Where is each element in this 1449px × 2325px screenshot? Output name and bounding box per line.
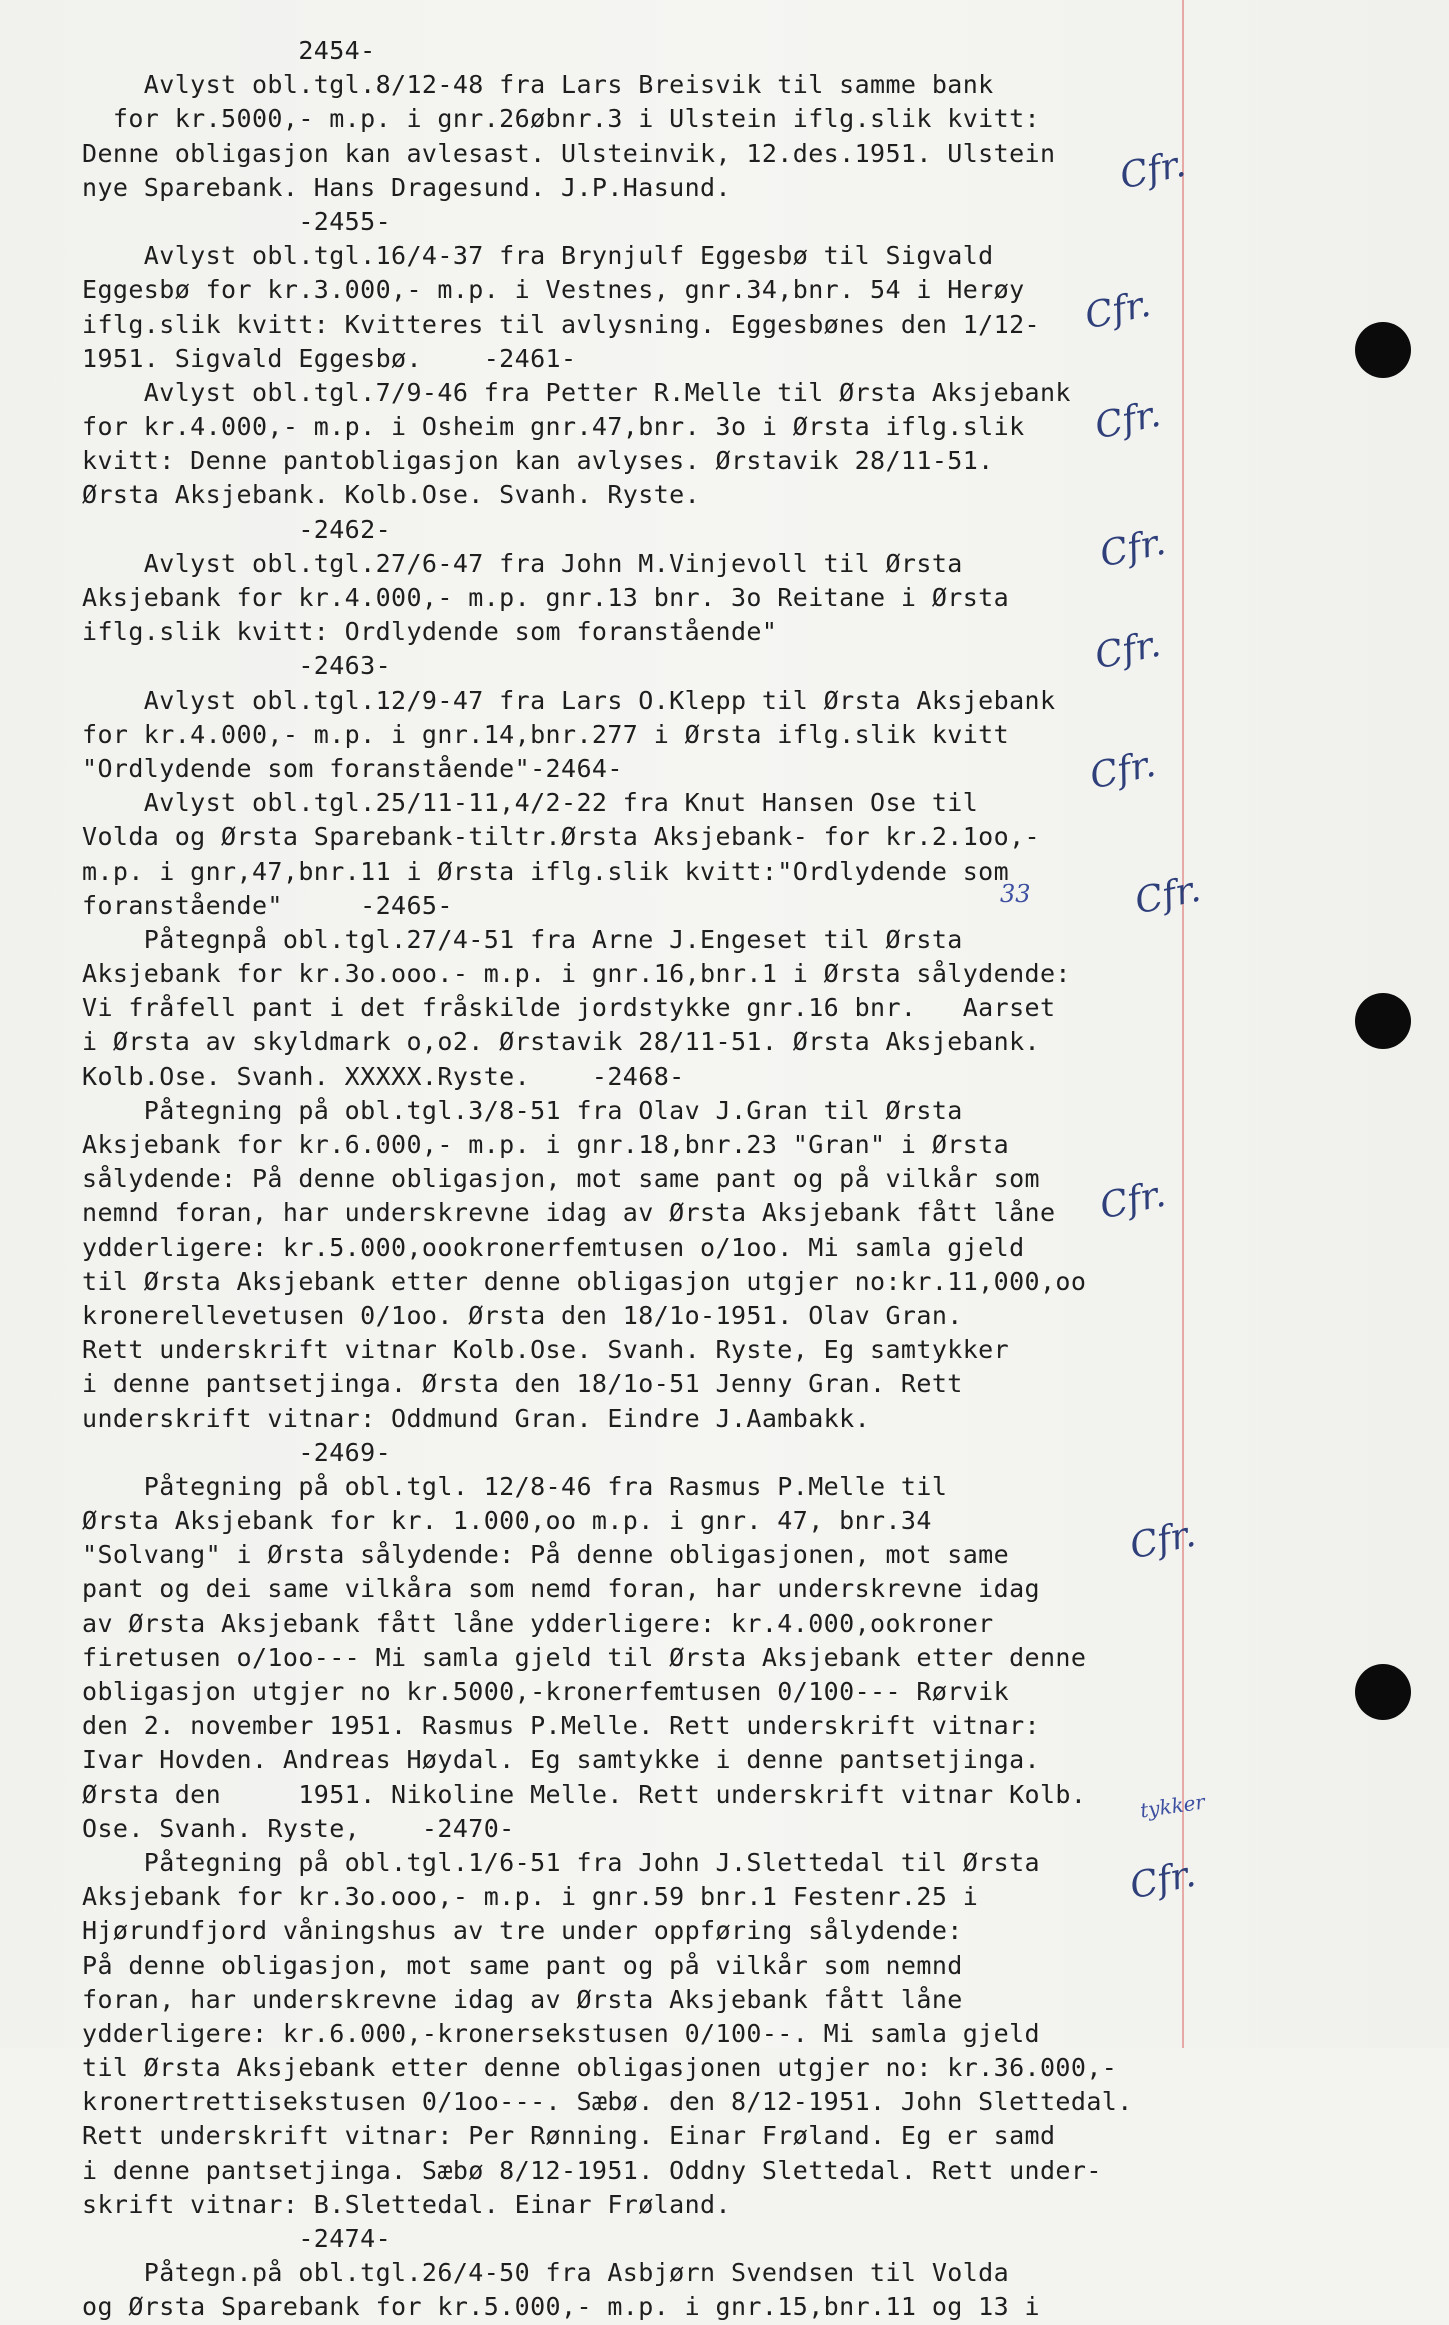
margin-initials: Cfr. [1091,623,1165,678]
typed-text-block [82,34,1192,2325]
text-line: for kr.4.000,- m.p. i Osheim gnr.47,bnr. 3o i Ørsta iflg.slik [82,412,1025,442]
text-line: foranstående" -2465- [82,890,453,920]
text-line: Avlyst obl.tgl.12/9-47 fra Lars O.Klepp til Ørsta Aksjebank [82,685,1056,715]
text-line: Aksjebank for kr.6.000,- m.p. i gnr.18,bnr.23 "Gran" i Ørsta [82,1130,1010,1159]
text-line: Eggesbø for kr.3.000,- m.p. i Vestnes, gnr.34,bnr. 54 i Herøy [82,275,1025,305]
text-line: for kr.4.000,- m.p. i gnr.14,bnr.277 i Ørsta iflg.slik kvitt [82,719,1010,749]
text-line: sålydende: På denne obligasjon, mot same pant og på vilkår som [82,1164,1040,1194]
text-line: Påtegning på obl.tgl.1/6-51 fra John J.Slettedal til Ørsta [82,1847,1040,1877]
text-line: Rett underskrift vitnar Kolb.Ose. Svanh. Ryste, Eg samtykker [82,1335,1010,1365]
text-line: nye Sparebank. Hans Dragesund. J.P.Hasund. [82,172,731,202]
text-line: Rett underskrift vitnar: Per Rønning. Einar Frøland. Eg er samd [82,2121,1056,2151]
text-line: Denne obligasjon kan avlesast. Ulsteinvik, 12.des.1951. Ulstein [82,138,1056,168]
text-line: -2474- [82,2224,392,2253]
text-line: i denne pantsetjinga. Sæbø 8/12-1951. Oddny Slettedal. Rett under- [82,2155,1102,2185]
text-line: Ose. Svanh. Ryste, -2470- [82,1813,515,1843]
margin-initials: Cfr. [1086,743,1160,798]
text-line: firetusen o/1oo--- Mi samla gjeld til Ørsta Aksjebank etter denne [82,1642,1087,1672]
margin-initials: Cfr. [1096,521,1170,576]
text-line: kvitt: Denne pantobligasjon kan avlyses. Ørstavik 28/11-51. [82,446,994,476]
text-line: pant og dei same vilkåra som nemd foran, har underskrevne idag [82,1574,1040,1604]
text-line: "Solvang" i Ørsta sålydende: På denne obligasjonen, mot same [82,1540,1010,1570]
margin-initials: Cfr. [1081,283,1155,338]
text-line: Ivar Hovden. Andreas Høydal. Eg samtykke i denne pantsetjinga. [82,1745,1040,1775]
text-line: -2463- [82,651,392,681]
text-line: Påtegning på obl.tgl. 12/8-46 fra Rasmus P.Melle til [82,1471,948,1501]
text-line: Avlyst obl.tgl.27/6-47 fra John M.Vinjevoll til Ørsta [82,548,963,578]
text-line: Kolb.Ose. Svanh. XXXXX.Ryste. -2468- [82,1061,685,1091]
text-line: for kr.5000,- m.p. i gnr.26øbnr.3 i Ulstein iflg.slik kvitt: [82,104,1040,134]
text-line: skrift vitnar: B.Slettedal. Einar Frøland. [82,2189,731,2219]
text-line: Volda og Ørsta Sparebank-tiltr.Ørsta Aksjebank- for kr.2.1oo,- [82,822,1040,852]
text-line: Aksjebank for kr.3o.ooo.- m.p. i gnr.16,bnr.1 i Ørsta sålydende: [82,959,1071,989]
binder-hole [1355,993,1411,1049]
text-line: foran, har underskrevne idag av Ørsta Aksjebank fått låne [82,1984,963,2014]
text-line: i denne pantsetjinga. Ørsta den 18/1o-51 Jenny Gran. Rett [82,1369,963,1399]
inserted-word: tykker [1138,1789,1207,1823]
margin-initials: Cfr. [1096,1173,1170,1228]
text-line: Avlyst obl.tgl.8/12-48 fra Lars Breisvik til samme bank [82,70,994,100]
text-line: Ørsta den 1951. Nikoline Melle. Rett underskrift vitnar Kolb. [82,1779,1087,1809]
margin-initials: Cfr. [1131,868,1205,923]
text-line: nemnd foran, har underskrevne idag av Ørsta Aksjebank fått låne [82,1198,1056,1228]
text-line: og Ørsta Sparebank for kr.5.000,- m.p. i gnr.15,bnr.11 og 13 i [82,2292,1040,2322]
text-line: Ørsta Aksjebank. Kolb.Ose. Svanh. Ryste. [82,480,701,510]
text-line: Avlyst obl.tgl.25/11-11,4/2-22 fra Knut Hansen Ose til [82,788,979,818]
text-line: 2454- [82,36,376,65]
text-line: Avlyst obl.tgl.7/9-46 fra Petter R.Melle til Ørsta Aksjebank [82,377,1071,407]
margin-initials: Cfr. [1126,1853,1200,1908]
text-line: til Ørsta Aksjebank etter denne obligasjon utgjer no:kr.11,000,oo [82,1266,1087,1296]
text-line: av Ørsta Aksjebank fått låne ydderligere: kr.4.000,ookroner [82,1608,994,1638]
text-line: Hjørundfjord våningshus av tre under oppføring sålydende: [82,1916,963,1946]
margin-initials: Cfr. [1126,1513,1200,1568]
margin-initials: Cfr. [1116,143,1190,198]
text-line: På denne obligasjon, mot same pant og på vilkår som nemnd [82,1950,963,1980]
text-line: iflg.slik kvitt: Ordlydende som foranstående" [82,617,778,647]
text-line: obligasjon utgjer no kr.5000,-kronerfemtusen 0/100--- Rørvik [82,1677,1010,1706]
text-line: Ørsta Aksjebank for kr. 1.000,oo m.p. i gnr. 47, bnr.34 [82,1506,932,1536]
text-line: den 2. november 1951. Rasmus P.Melle. Rett underskrift vitnar: [82,1711,1040,1741]
text-line: i Ørsta av skyldmark o,o2. Ørstavik 28/11-51. Ørsta Aksjebank. [82,1027,1040,1057]
text-line: til Ørsta Aksjebank etter denne obligasjonen utgjer no: kr.36.000,- [82,2053,1118,2083]
text-line: -2462- [82,514,392,544]
text-line: Påtegning på obl.tgl.3/8-51 fra Olav J.Gran til Ørsta [82,1095,963,1125]
text-line: iflg.slik kvitt: Kvitteres til avlysning. Eggesbønes den 1/12- [82,309,1040,339]
text-line: Aksjebank for kr.4.000,- m.p. gnr.13 bnr. 3o Reitane i Ørsta [82,583,1010,612]
text-line: Påtegnpå obl.tgl.27/4-51 fra Arne J.Engeset til Ørsta [82,924,963,954]
text-line: Avlyst obl.tgl.16/4-37 fra Brynjulf Eggesbø til Sigvald [82,241,994,271]
text-line: Aksjebank for kr.3o.ooo,- m.p. i gnr.59 bnr.1 Festenr.25 i [82,1882,979,1912]
text-line: Påtegn.på obl.tgl.26/4-50 fra Asbjørn Svendsen til Volda [82,2258,1010,2288]
inserted-number: 33 [1000,880,1031,908]
text-line: ydderligere: kr.5.000,oookronerfemtusen o/1oo. Mi samla gjeld [82,1232,1025,1262]
text-line: kronerellevetusen 0/1oo. Ørsta den 18/1o-1951. Olav Gran. [82,1300,963,1330]
text-line: ydderligere: kr.6.000,-kronersekstusen 0/100--. Mi samla gjeld [82,2018,1040,2048]
text-line: Vi fråfell pant i det fråskilde jordstykke gnr.16 bnr. Aarset [82,993,1056,1023]
binder-hole [1355,1664,1411,1720]
margin-initials: Cfr. [1091,393,1165,448]
text-line: -2469- [82,1437,392,1467]
text-line: m.p. i gnr,47,bnr.11 i Ørsta iflg.slik kvitt:"Ordlydende som [82,856,1010,886]
text-line: "Ordlydende som foranstående"-2464- [82,753,623,783]
text-line: underskrift vitnar: Oddmund Gran. Eindre J.Aambakk. [82,1403,871,1433]
text-line: -2455- [82,206,392,236]
text-line: kronertrettisekstusen 0/1oo---. Sæbø. den 8/12-1951. John Slettedal. [82,2087,1133,2117]
binder-hole [1355,322,1411,378]
text-line: 1951. Sigvald Eggesbø. -2461- [82,343,577,373]
